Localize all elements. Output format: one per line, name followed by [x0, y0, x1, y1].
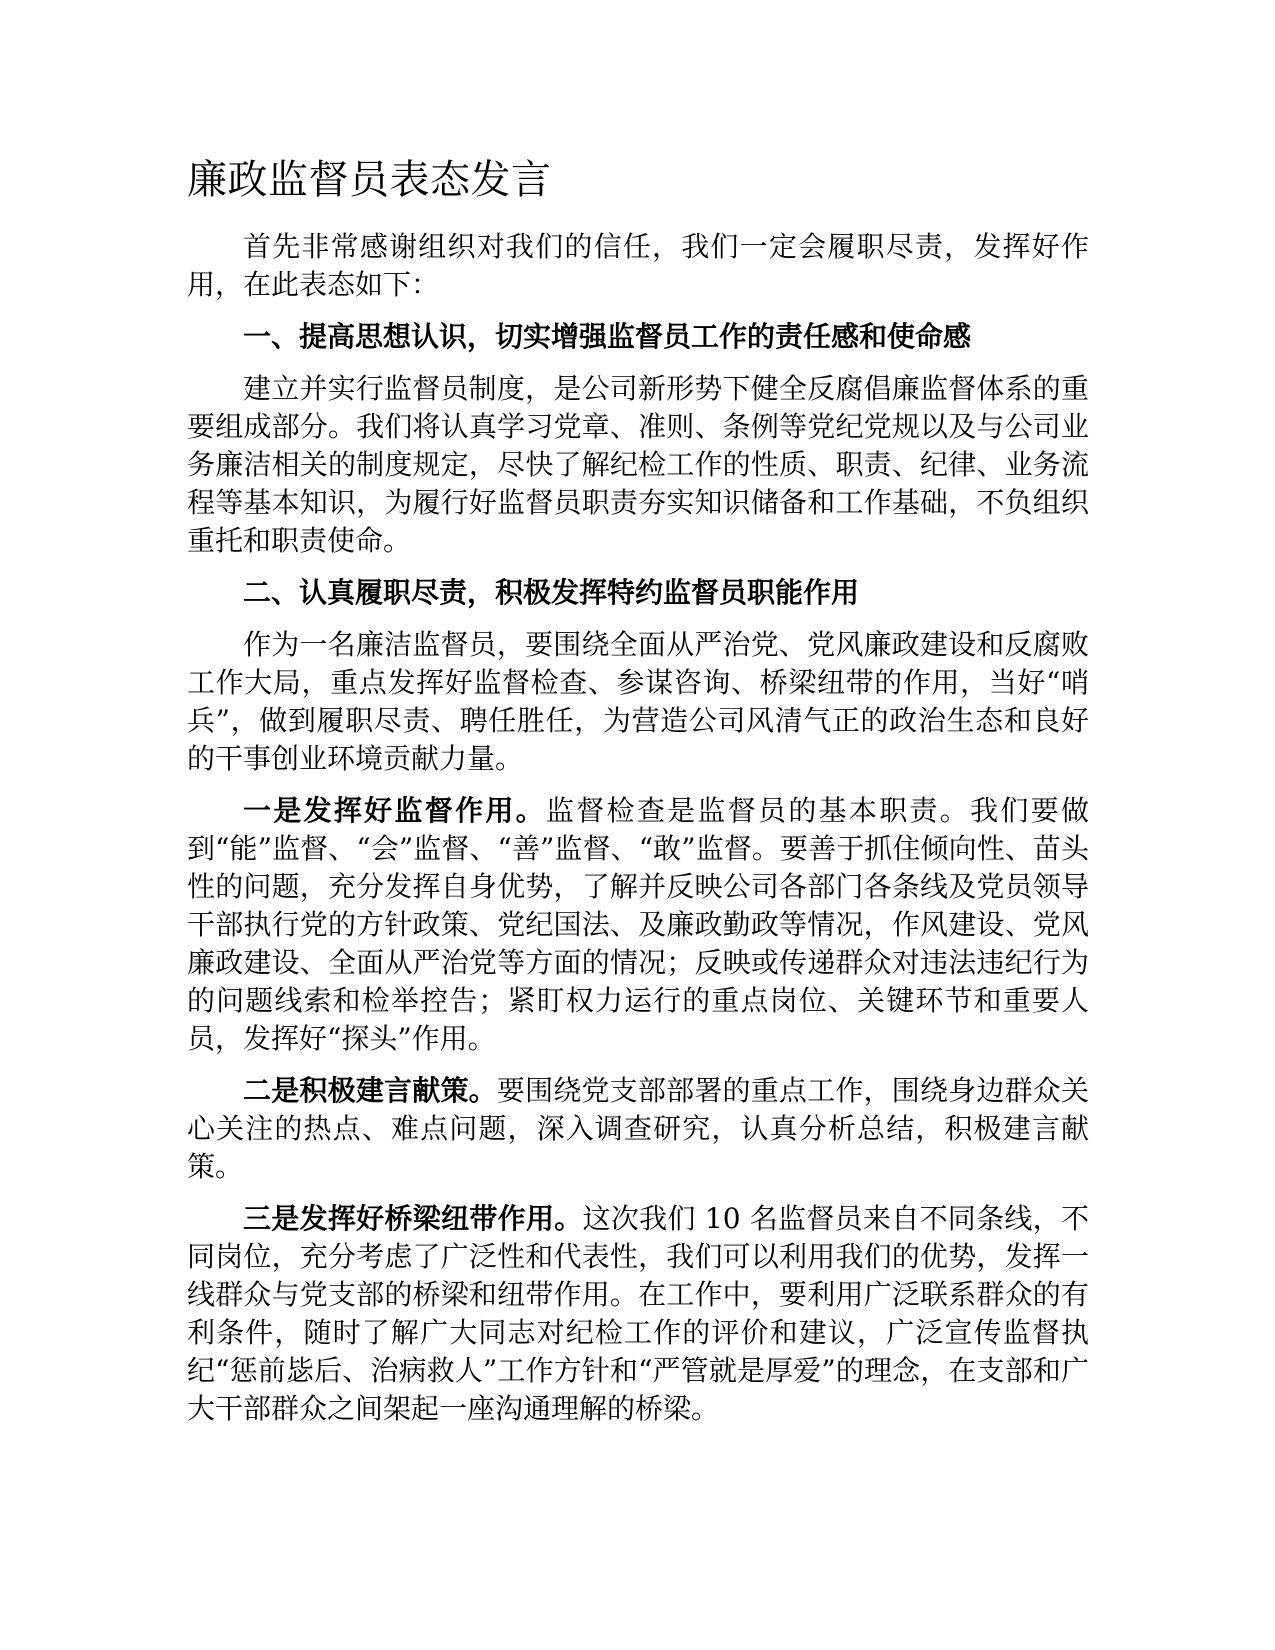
point-2-lead: 二是积极建言献策。 — [243, 1074, 497, 1107]
point-1-body: 监督检查是监督员的基本职责。我们要做到“能”监督、“会”监督、“善”监督、“敢”监督。要善于抓住倾向性、苗头性的问题，充分发挥自身优势，了解并反映公司各部门各条线及党员领导干部执行党的方针政策、党纪国法、及廉政勤政等情况，作风建设、党风廉政建设、全面从严治党等方面的情况；反映或传递群众对违法违纪行为的问题线索和检举控告；紧盯权力运行的重点岗位、关键环节和重要人员，发挥好“探头”作用。 — [187, 794, 1089, 1055]
point-3-paragraph — [187, 1200, 1089, 1428]
point-1-lead: 一是发挥好监督作用。 — [243, 794, 546, 827]
section-1-body: 建立并实行监督员制度，是公司新形势下健全反腐倡廉监督体系的重要组成部分。我们将认真学习党章、准则、条例等党纪党规以及与公司业务廉洁相关的制度规定，尽快了解纪检工作的性质、职责、纪律、业务流程等基本知识，为履行好监督员职责夯实知识储备和工作基础，不负组织重托和职责使命。 — [187, 372, 1089, 557]
intro-paragraph: 首先非常感谢组织对我们的信任，我们一定会履职尽责，发挥好作用，在此表态如下： — [187, 230, 1089, 301]
section-2-heading: 二、认真履职尽责，积极发挥特约监督员职能作用 — [243, 576, 860, 609]
document-page — [187, 150, 1089, 1442]
point-1-paragraph — [187, 792, 1089, 1058]
point-2-paragraph — [187, 1072, 1089, 1186]
document-title: 廉政监督员表态发言 — [187, 157, 552, 203]
point-2-body: 要围绕党支部部署的重点工作，围绕身边群众关心关注的热点、难点问题，深入调查研究，认真分析总结，积极建言献策。 — [187, 1074, 1089, 1183]
point-3-body: 这次我们 10 名监督员来自不同条线，不同岗位，充分考虑了广泛性和代表性，我们可以利用我们的优势，发挥一线群众与党支部的桥梁和纽带作用。在工作中，要利用广泛联系群众的有利条件，随时了解广大同志对纪检工作的评价和建议，广泛宣传监督执纪“惩前毖后、治病救人”工作方针和“严管就是厚爱”的理念，在支部和广大干部群众之间架起一座沟通理解的桥梁。 — [187, 1202, 1089, 1425]
point-3-lead: 三是发挥好桥梁纽带作用。 — [243, 1202, 583, 1235]
section-1-heading: 一、提高思想认识，切实增强监督员工作的责任感和使命感 — [243, 320, 972, 353]
section-2-body: 作为一名廉洁监督员，要围绕全面从严治党、党风廉政建设和反腐败工作大局，重点发挥好监督检查、参谋咨询、桥梁纽带的作用，当好“哨兵”，做到履职尽责、聘任胜任，为营造公司风清气正的政治生态和良好的干事创业环境贡献力量。 — [187, 628, 1089, 775]
